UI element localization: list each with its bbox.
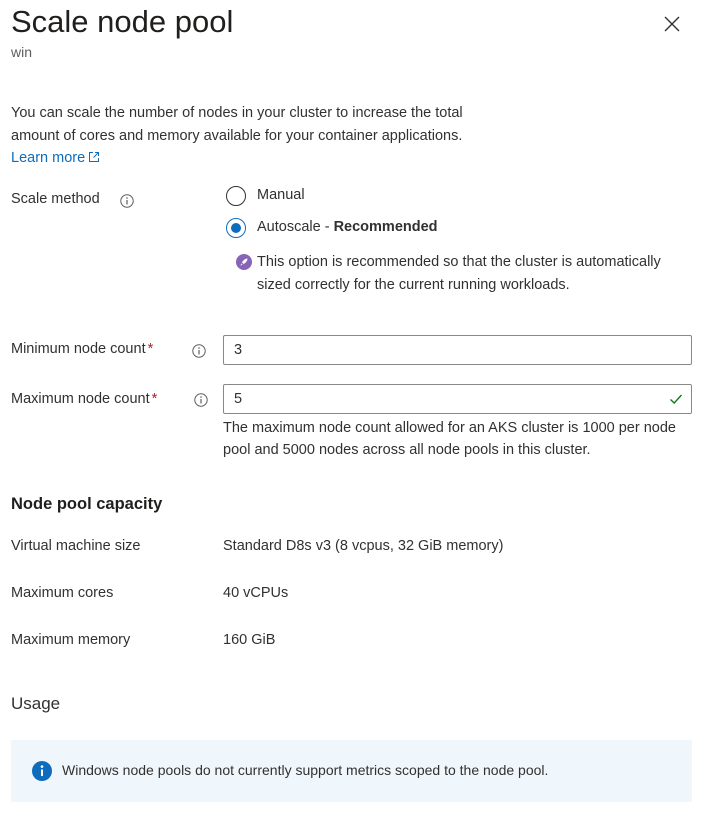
info-icon[interactable] [120,194,134,208]
usage-heading: Usage [11,694,61,713]
min-node-count-input[interactable] [223,335,692,365]
description [11,102,491,170]
max-memory-label: Maximum memory [11,632,131,648]
max-cores-value: 40 vCPUs [223,585,289,601]
close-icon [660,12,684,36]
max-node-count-text: Maximum node count [11,391,150,407]
vm-size-value: Standard D8s v3 (8 vcpus, 32 GiB memory) [223,538,504,554]
radio-autoscale-label[interactable] [257,219,438,235]
max-cores-label: Maximum cores [11,585,114,601]
autoscale-separator: - [320,219,334,235]
rocket-icon [236,254,252,270]
checkmark-icon [668,391,684,407]
radio-manual[interactable] [226,186,246,206]
capacity-heading: Node pool capacity [11,495,163,513]
recommended-badge: Recommended [333,219,438,235]
recommendation-note: This option is recommended so that the cluster is automatically sized correctly for the current running workloads. [257,254,661,293]
max-node-count-hint: The maximum node count allowed for an AKS cluster is 1000 per node pool and 5000 nodes across all node pools in this cluster. [223,420,676,458]
min-node-count-text: Minimum node count [11,341,146,357]
description-text: You can scale the number of nodes in your cluster to increase the total amount of cores and memory available for your container applications. [11,105,463,144]
radio-autoscale[interactable] [226,218,246,238]
vm-size-label: Virtual machine size [11,538,141,554]
info-icon[interactable] [192,344,206,358]
learn-more-link[interactable] [11,150,100,166]
learn-more-label: Learn more [11,150,86,166]
max-memory-value: 160 GiB [223,632,276,648]
banner-text: Windows node pools do not currently support metrics scoped to the node pool. [62,762,549,778]
max-node-count-input[interactable] [223,384,692,414]
scale-method-label: Scale method [11,191,100,207]
autoscale-label: Autoscale [257,219,321,235]
info-filled-icon [32,761,52,781]
external-link-icon [88,151,100,163]
panel-title: Scale node pool [11,4,234,39]
required-marker: * [151,391,158,407]
min-node-count-label [11,341,153,357]
panel-subtitle: win [11,44,33,60]
radio-manual-label[interactable]: Manual [257,187,305,203]
close-button[interactable] [660,12,684,36]
max-node-count-label [11,391,157,407]
required-marker: * [147,341,154,357]
info-icon[interactable] [194,393,208,407]
